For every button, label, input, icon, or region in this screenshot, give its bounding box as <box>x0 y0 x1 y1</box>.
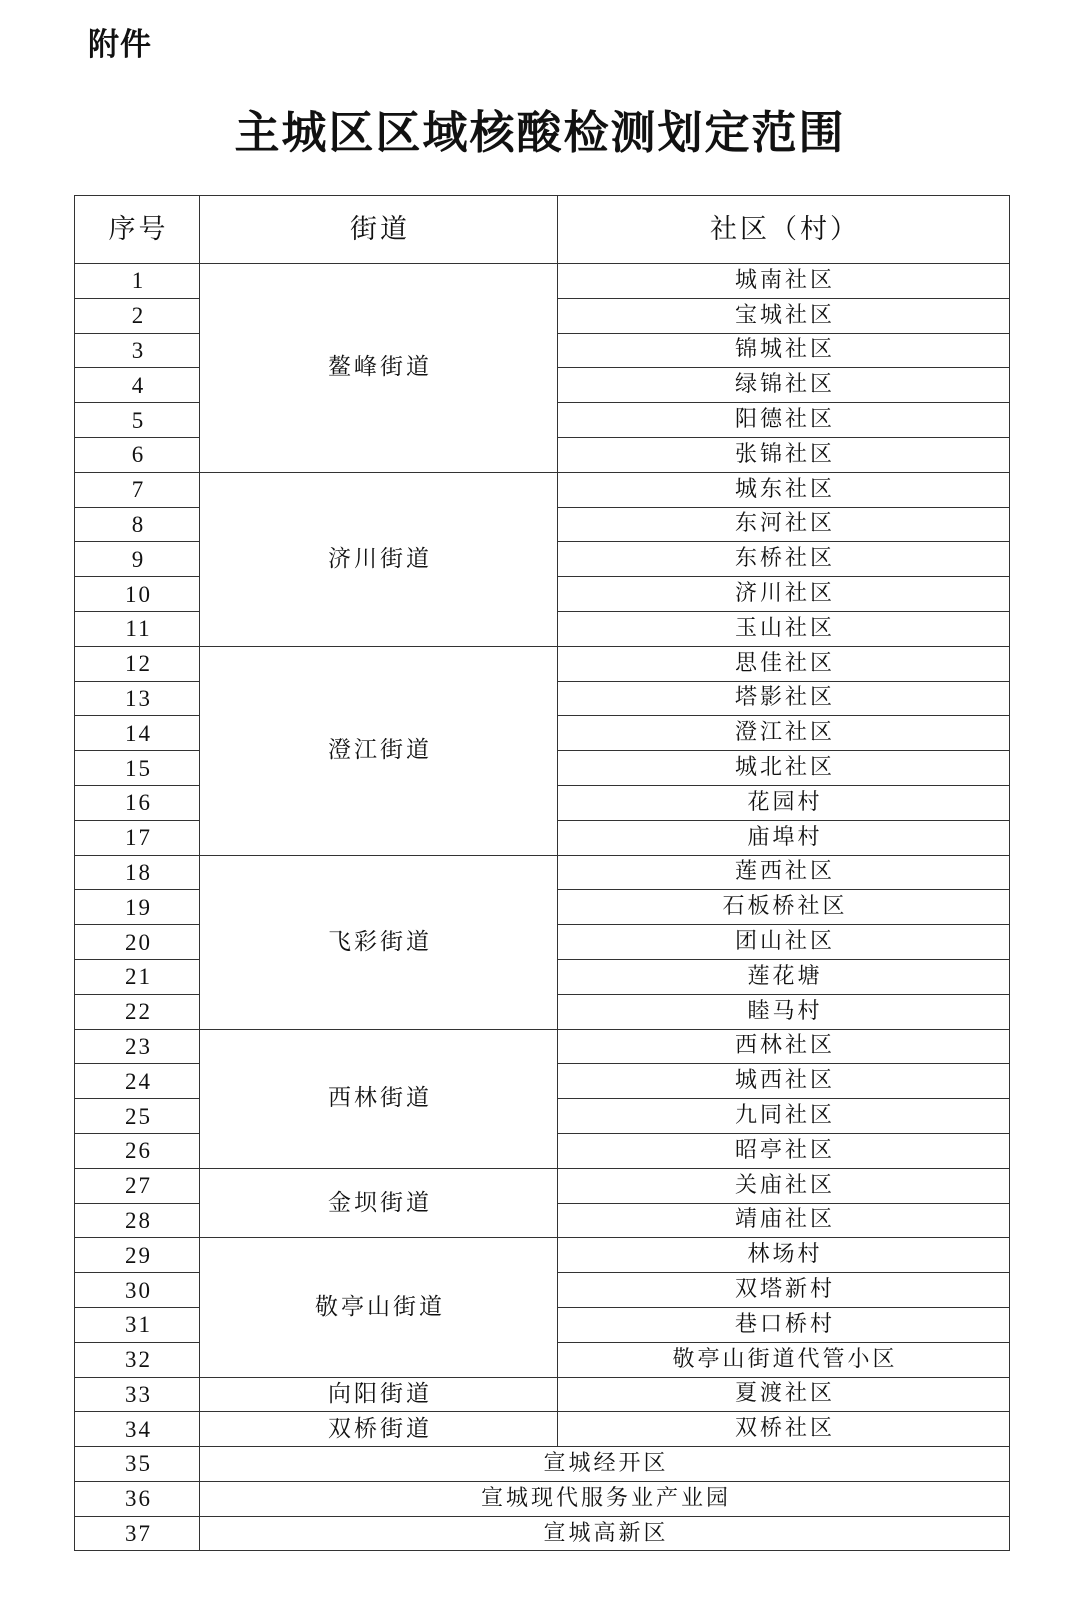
zone-name-cell: 宣城经开区 <box>200 1447 1010 1482</box>
table-row <box>75 1168 1010 1203</box>
row-index-cell: 33 <box>75 1377 200 1412</box>
community-cell: 张锦社区 <box>558 437 1010 472</box>
row-index-cell: 23 <box>75 1029 200 1064</box>
street-cell: 金坝街道 <box>200 1168 558 1238</box>
community-cell: 林场村 <box>558 1238 1010 1273</box>
table-row <box>75 1377 1010 1412</box>
table-row <box>75 1447 1010 1482</box>
row-index-cell: 5 <box>75 403 200 438</box>
row-index-cell: 6 <box>75 437 200 472</box>
community-cell: 巷口桥村 <box>558 1307 1010 1342</box>
community-cell: 城西社区 <box>558 1064 1010 1099</box>
community-cell: 敬亭山街道代管小区 <box>558 1342 1010 1377</box>
row-index-cell: 4 <box>75 368 200 403</box>
community-cell: 睦马村 <box>558 994 1010 1029</box>
community-cell: 阳德社区 <box>558 403 1010 438</box>
community-cell: 庙埠村 <box>558 820 1010 855</box>
street-cell: 敬亭山街道 <box>200 1238 558 1377</box>
header-street: 街道 <box>200 196 558 264</box>
row-index-cell: 7 <box>75 472 200 507</box>
row-index-cell: 27 <box>75 1168 200 1203</box>
table-body <box>75 264 1010 1551</box>
row-index-cell: 30 <box>75 1273 200 1308</box>
row-index-cell: 2 <box>75 298 200 333</box>
row-index-cell: 25 <box>75 1099 200 1134</box>
scope-table <box>74 195 1010 1551</box>
community-cell: 靖庙社区 <box>558 1203 1010 1238</box>
community-cell: 夏渡社区 <box>558 1377 1010 1412</box>
row-index-cell: 11 <box>75 611 200 646</box>
row-index-cell: 21 <box>75 959 200 994</box>
row-index-cell: 10 <box>75 577 200 612</box>
community-cell: 澄江社区 <box>558 716 1010 751</box>
document-title: 主城区区域核酸检测划定范围 <box>234 106 846 159</box>
table-row <box>75 1029 1010 1064</box>
zone-name-cell: 宣城现代服务业产业园 <box>200 1481 1010 1516</box>
street-cell: 向阳街道 <box>200 1377 558 1412</box>
row-index-cell: 12 <box>75 646 200 681</box>
row-index-cell: 26 <box>75 1133 200 1168</box>
row-index-cell: 24 <box>75 1064 200 1099</box>
row-index-cell: 1 <box>75 264 200 299</box>
community-cell: 西林社区 <box>558 1029 1010 1064</box>
community-cell: 团山社区 <box>558 925 1010 960</box>
community-cell: 思佳社区 <box>558 646 1010 681</box>
header-row <box>75 196 1010 264</box>
community-cell: 莲花塘 <box>558 959 1010 994</box>
community-cell: 济川社区 <box>558 577 1010 612</box>
row-index-cell: 35 <box>75 1447 200 1482</box>
row-index-cell: 28 <box>75 1203 200 1238</box>
row-index-cell: 34 <box>75 1412 200 1447</box>
row-index-cell: 29 <box>75 1238 200 1273</box>
community-cell: 塔影社区 <box>558 681 1010 716</box>
community-cell: 九同社区 <box>558 1099 1010 1134</box>
community-cell: 城南社区 <box>558 264 1010 299</box>
street-cell: 飞彩街道 <box>200 855 558 1029</box>
row-index-cell: 16 <box>75 785 200 820</box>
community-cell: 东河社区 <box>558 507 1010 542</box>
row-index-cell: 36 <box>75 1481 200 1516</box>
row-index-cell: 19 <box>75 890 200 925</box>
community-cell: 城北社区 <box>558 751 1010 786</box>
table-row <box>75 472 1010 507</box>
community-cell: 双塔新村 <box>558 1273 1010 1308</box>
community-cell: 绿锦社区 <box>558 368 1010 403</box>
street-cell: 澄江街道 <box>200 646 558 855</box>
community-cell: 关庙社区 <box>558 1168 1010 1203</box>
row-index-cell: 20 <box>75 925 200 960</box>
community-cell: 东桥社区 <box>558 542 1010 577</box>
row-index-cell: 31 <box>75 1307 200 1342</box>
row-index-cell: 15 <box>75 751 200 786</box>
community-cell: 莲西社区 <box>558 855 1010 890</box>
header-index: 序号 <box>75 196 200 264</box>
community-cell: 城东社区 <box>558 472 1010 507</box>
community-cell: 双桥社区 <box>558 1412 1010 1447</box>
row-index-cell: 13 <box>75 681 200 716</box>
row-index-cell: 18 <box>75 855 200 890</box>
row-index-cell: 8 <box>75 507 200 542</box>
row-index-cell: 32 <box>75 1342 200 1377</box>
header-community: 社区（村） <box>558 196 1010 264</box>
table-row <box>75 1516 1010 1551</box>
row-index-cell: 14 <box>75 716 200 751</box>
table-row <box>75 855 1010 890</box>
street-cell: 双桥街道 <box>200 1412 558 1447</box>
community-cell: 石板桥社区 <box>558 890 1010 925</box>
community-cell: 玉山社区 <box>558 611 1010 646</box>
community-cell: 宝城社区 <box>558 298 1010 333</box>
street-cell: 西林街道 <box>200 1029 558 1168</box>
row-index-cell: 37 <box>75 1516 200 1551</box>
community-cell: 花园村 <box>558 785 1010 820</box>
community-cell: 锦城社区 <box>558 333 1010 368</box>
row-index-cell: 3 <box>75 333 200 368</box>
attachment-label: 附件 <box>88 27 152 63</box>
zone-name-cell: 宣城高新区 <box>200 1516 1010 1551</box>
row-index-cell: 17 <box>75 820 200 855</box>
row-index-cell: 22 <box>75 994 200 1029</box>
row-index-cell: 9 <box>75 542 200 577</box>
table-header <box>75 196 1010 264</box>
table-row <box>75 264 1010 299</box>
community-cell: 昭亭社区 <box>558 1133 1010 1168</box>
table-row <box>75 1481 1010 1516</box>
street-cell: 鳌峰街道 <box>200 264 558 473</box>
table-row <box>75 646 1010 681</box>
street-cell: 济川街道 <box>200 472 558 646</box>
table-row <box>75 1238 1010 1273</box>
table-row <box>75 1412 1010 1447</box>
